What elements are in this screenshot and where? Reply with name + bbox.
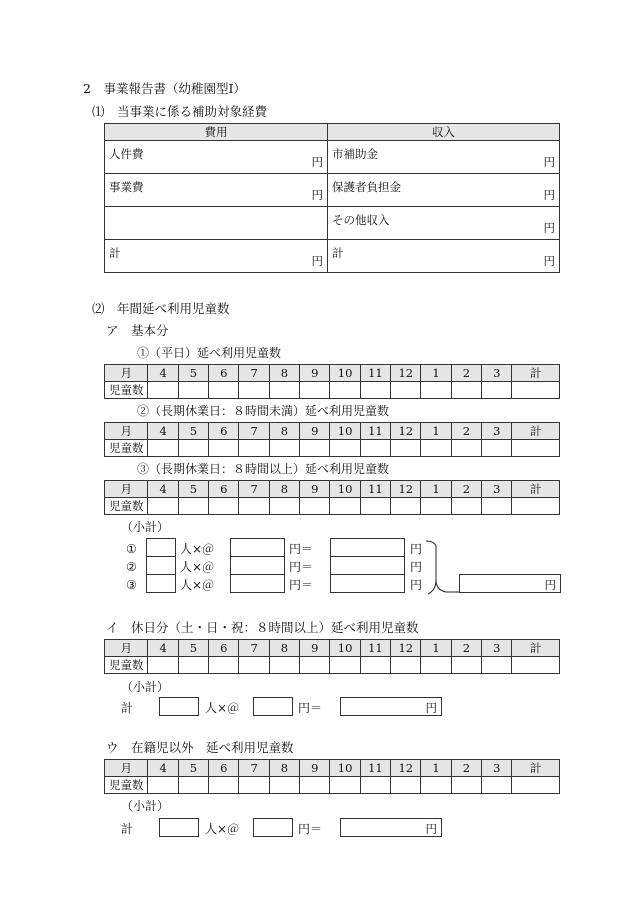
month-header-cell: 8 [269, 365, 299, 382]
count-cell[interactable] [360, 777, 390, 794]
month-table-long-long [104, 480, 560, 515]
month-header-cell: 12 [391, 640, 421, 657]
expense-cell[interactable] [105, 141, 328, 174]
month-header-cell: 3 [482, 640, 512, 657]
people-times: 人×＠ [205, 822, 240, 836]
count-cell[interactable] [269, 657, 299, 674]
count-cell[interactable] [300, 657, 330, 674]
count-cell[interactable] [209, 498, 239, 515]
yen-unit: 円 [311, 254, 323, 268]
month-header-cell: 11 [360, 423, 390, 440]
yen-unit: 円 [410, 578, 423, 592]
count-input-1[interactable] [146, 538, 176, 557]
expense-total-cell[interactable] [105, 240, 328, 273]
total-header-cell: 計 [512, 760, 560, 777]
total-count-cell[interactable] [512, 498, 560, 515]
count-cell[interactable] [421, 498, 451, 515]
month-header-cell: 2 [451, 640, 481, 657]
month-header-cell: 5 [178, 481, 208, 498]
yen-equals: 円＝ [289, 578, 314, 592]
month-header-cell: 1 [421, 481, 451, 498]
count-cell[interactable] [300, 777, 330, 794]
month-header-label: 月 [105, 481, 148, 498]
subtotal-a-input[interactable] [459, 574, 561, 593]
month-header-cell: 9 [300, 423, 330, 440]
yen-unit: 円 [410, 542, 423, 556]
month-header-cell: 8 [269, 481, 299, 498]
yen-unit: 円 [311, 155, 323, 169]
table1-title: ①（平日）延べ利用児童数 [137, 346, 282, 360]
month-header-cell: 6 [209, 640, 239, 657]
yen-equals: 円＝ [298, 701, 323, 715]
income-label: その他収入 [332, 213, 390, 227]
count-cell[interactable] [482, 657, 512, 674]
month-header-cell: 2 [451, 760, 481, 777]
total-header-cell: 計 [512, 481, 560, 498]
total-count-cell[interactable] [512, 382, 560, 399]
expense-cell[interactable] [105, 174, 328, 207]
month-header-cell: 5 [178, 760, 208, 777]
yen-unit: 円 [543, 155, 555, 169]
month-header-cell: 1 [421, 365, 451, 382]
yen-unit: 円 [543, 254, 555, 268]
count-cell[interactable] [300, 382, 330, 399]
yen-unit: 円 [544, 578, 556, 592]
count-input-2[interactable] [146, 556, 176, 575]
month-header-cell: 12 [391, 760, 421, 777]
count-cell[interactable] [209, 382, 239, 399]
count-cell[interactable] [330, 382, 360, 399]
count-cell[interactable] [391, 498, 421, 515]
month-header-cell: 7 [239, 365, 269, 382]
count-cell[interactable] [330, 440, 360, 457]
month-header-cell: 7 [239, 640, 269, 657]
count-cell[interactable] [178, 777, 208, 794]
month-header-cell: 2 [451, 481, 481, 498]
count-cell[interactable] [391, 657, 421, 674]
count-cell[interactable] [330, 498, 360, 515]
month-table-long-short [104, 422, 560, 457]
month-table-weekday [104, 364, 560, 399]
sub-a-title: ア 基本分 [106, 323, 169, 338]
month-header-cell: 5 [178, 423, 208, 440]
month-header-cell: 1 [421, 760, 451, 777]
count-cell[interactable] [209, 777, 239, 794]
month-header-cell: 4 [148, 423, 178, 440]
unit-price-input-holiday[interactable] [253, 697, 293, 716]
count-cell[interactable] [148, 657, 178, 674]
month-header-cell: 5 [178, 365, 208, 382]
yen-equals: 円＝ [289, 542, 314, 556]
month-header-cell: 2 [451, 365, 481, 382]
count-cell[interactable] [239, 382, 269, 399]
month-header-cell: 3 [482, 423, 512, 440]
month-header-cell: 1 [421, 423, 451, 440]
month-header-cell: 6 [209, 481, 239, 498]
count-cell[interactable] [148, 382, 178, 399]
count-cell[interactable] [239, 657, 269, 674]
yen-equals: 円＝ [289, 560, 314, 574]
expense-label: 事業費 [109, 180, 144, 194]
count-cell[interactable] [239, 440, 269, 457]
expense-label: 計 [109, 246, 121, 260]
count-cell[interactable] [300, 440, 330, 457]
month-table-holiday [104, 639, 560, 674]
income-label: 市補助金 [332, 147, 378, 161]
month-header-cell: 10 [330, 423, 360, 440]
count-cell[interactable] [300, 498, 330, 515]
sub-i-title: イ 休日分（土・日・祝：８時間以上）延べ利用児童数 [106, 620, 419, 635]
row-label: 児童数 [105, 440, 148, 457]
total-header-cell: 計 [512, 365, 560, 382]
yen-equals: 円＝ [298, 822, 323, 836]
row-label: 児童数 [105, 498, 148, 515]
month-header-cell: 3 [482, 481, 512, 498]
yen-unit: 円 [425, 701, 437, 715]
month-header-cell: 4 [148, 760, 178, 777]
count-cell[interactable] [360, 657, 390, 674]
expense-cell[interactable] [105, 207, 328, 240]
month-header-cell: 6 [209, 423, 239, 440]
yen-unit: 円 [425, 822, 437, 836]
month-header-cell: 10 [330, 365, 360, 382]
month-header-cell: 10 [330, 481, 360, 498]
month-header-cell: 8 [269, 640, 299, 657]
count-cell[interactable] [451, 498, 481, 515]
month-header-cell: 9 [300, 365, 330, 382]
count-cell[interactable] [178, 498, 208, 515]
total-count-cell[interactable] [512, 657, 560, 674]
count-cell[interactable] [451, 657, 481, 674]
count-cell[interactable] [209, 440, 239, 457]
table2-title: ②（長期休業日：８時間未満）延べ利用児童数 [137, 404, 390, 418]
marker-3: ③ [126, 578, 137, 592]
month-header-cell: 9 [300, 760, 330, 777]
yen-unit: 円 [311, 188, 323, 202]
table3-title: ③（長期休業日：８時間以上）延べ利用児童数 [137, 462, 390, 476]
amount-input-non-enrolled[interactable] [340, 818, 442, 837]
amount-input-holiday[interactable] [340, 697, 442, 716]
total-count-cell[interactable] [512, 777, 560, 794]
month-header-cell: 7 [239, 423, 269, 440]
amount-input-1[interactable] [330, 538, 405, 557]
yen-unit: 円 [543, 221, 555, 235]
count-cell[interactable] [360, 498, 390, 515]
row-label: 児童数 [105, 777, 148, 794]
count-cell[interactable] [421, 777, 451, 794]
income-cell[interactable] [328, 141, 560, 174]
count-cell[interactable] [269, 382, 299, 399]
people-times: 人×＠ [205, 701, 240, 715]
count-cell[interactable] [269, 440, 299, 457]
count-input-non-enrolled[interactable] [159, 818, 199, 837]
income-total-cell[interactable] [328, 240, 560, 273]
month-header-cell: 7 [239, 760, 269, 777]
section1-title: ⑴ 当事業に係る補助対象経費 [92, 104, 268, 119]
month-header-cell: 12 [391, 365, 421, 382]
count-cell[interactable] [360, 382, 390, 399]
month-header-cell: 4 [148, 365, 178, 382]
count-cell[interactable] [360, 440, 390, 457]
income-label: 保護者負担金 [332, 180, 401, 194]
income-label: 計 [332, 246, 344, 260]
count-cell[interactable] [391, 777, 421, 794]
people-times: 人×＠ [180, 542, 215, 556]
count-cell[interactable] [421, 657, 451, 674]
total-count-cell[interactable] [512, 440, 560, 457]
month-header-cell: 9 [300, 481, 330, 498]
count-cell[interactable] [239, 777, 269, 794]
subtotal-label: （小計） [121, 799, 170, 813]
unit-price-input-non-enrolled[interactable] [253, 818, 293, 837]
amount-input-2[interactable] [330, 556, 405, 575]
count-cell[interactable] [178, 440, 208, 457]
month-header-cell: 6 [209, 365, 239, 382]
count-cell[interactable] [482, 440, 512, 457]
marker-1: ① [126, 542, 137, 556]
month-header-label: 月 [105, 423, 148, 440]
count-cell[interactable] [451, 382, 481, 399]
yen-unit: 円 [543, 188, 555, 202]
count-cell[interactable] [451, 440, 481, 457]
count-input-holiday[interactable] [159, 697, 199, 716]
month-header-cell: 6 [209, 760, 239, 777]
month-header-label: 月 [105, 365, 148, 382]
month-header-cell: 2 [451, 423, 481, 440]
total-header-cell: 計 [512, 640, 560, 657]
month-header-cell: 12 [391, 423, 421, 440]
month-header-cell: 11 [360, 365, 390, 382]
month-header-cell: 10 [330, 640, 360, 657]
month-header-cell: 11 [360, 481, 390, 498]
expense-income-table [104, 123, 560, 273]
unit-price-input-2[interactable] [230, 556, 285, 575]
unit-price-input-1[interactable] [230, 538, 285, 557]
count-cell[interactable] [482, 777, 512, 794]
month-header-cell: 11 [360, 640, 390, 657]
row-label: 児童数 [105, 382, 148, 399]
expense-label: 人件費 [109, 147, 144, 161]
sub-u-title: ウ 在籍児以外 延べ利用児童数 [106, 740, 294, 755]
page-heading: 2 事業報告書（幼稚園型Ⅰ） [83, 81, 246, 96]
income-cell[interactable] [328, 174, 560, 207]
count-cell[interactable] [391, 440, 421, 457]
total-label: 計 [121, 822, 134, 836]
count-cell[interactable] [209, 657, 239, 674]
count-cell[interactable] [239, 498, 269, 515]
month-header-cell: 7 [239, 481, 269, 498]
count-cell[interactable] [421, 382, 451, 399]
count-cell[interactable] [269, 498, 299, 515]
total-label: 計 [121, 701, 134, 715]
month-header-cell: 8 [269, 760, 299, 777]
month-header-cell: 12 [391, 481, 421, 498]
month-header-cell: 3 [482, 365, 512, 382]
subtotal-label: （小計） [121, 520, 170, 534]
count-cell[interactable] [330, 777, 360, 794]
subtotal-label: （小計） [121, 680, 170, 694]
people-times: 人×＠ [180, 560, 215, 574]
count-cell[interactable] [391, 382, 421, 399]
yen-unit: 円 [410, 560, 423, 574]
total-header-cell: 計 [512, 423, 560, 440]
count-cell[interactable] [148, 440, 178, 457]
month-table-non-enrolled [104, 759, 560, 794]
count-cell[interactable] [178, 657, 208, 674]
count-cell[interactable] [451, 777, 481, 794]
count-cell[interactable] [330, 657, 360, 674]
month-header-cell: 10 [330, 760, 360, 777]
count-cell[interactable] [269, 777, 299, 794]
count-cell[interactable] [421, 440, 451, 457]
count-cell[interactable] [148, 498, 178, 515]
count-cell[interactable] [482, 498, 512, 515]
month-header-cell: 11 [360, 760, 390, 777]
month-header-label: 月 [105, 760, 148, 777]
month-header-cell: 9 [300, 640, 330, 657]
month-header-cell: 4 [148, 481, 178, 498]
people-times: 人×＠ [180, 578, 215, 592]
month-header-cell: 5 [178, 640, 208, 657]
amount-input-3[interactable] [330, 574, 405, 593]
month-header-cell: 8 [269, 423, 299, 440]
count-cell[interactable] [482, 382, 512, 399]
month-header-label: 月 [105, 640, 148, 657]
month-header-cell: 1 [421, 640, 451, 657]
income-cell[interactable] [328, 207, 560, 240]
section2-title: ⑵ 年間延べ利用児童数 [92, 301, 230, 316]
month-header-cell: 3 [482, 760, 512, 777]
unit-price-input-3[interactable] [230, 574, 285, 593]
marker-2: ② [126, 560, 137, 574]
income-header: 収入 [328, 124, 560, 141]
count-cell[interactable] [148, 777, 178, 794]
row-label: 児童数 [105, 657, 148, 674]
month-header-cell: 4 [148, 640, 178, 657]
expense-header: 費用 [105, 124, 328, 141]
count-input-3[interactable] [146, 574, 176, 593]
count-cell[interactable] [178, 382, 208, 399]
